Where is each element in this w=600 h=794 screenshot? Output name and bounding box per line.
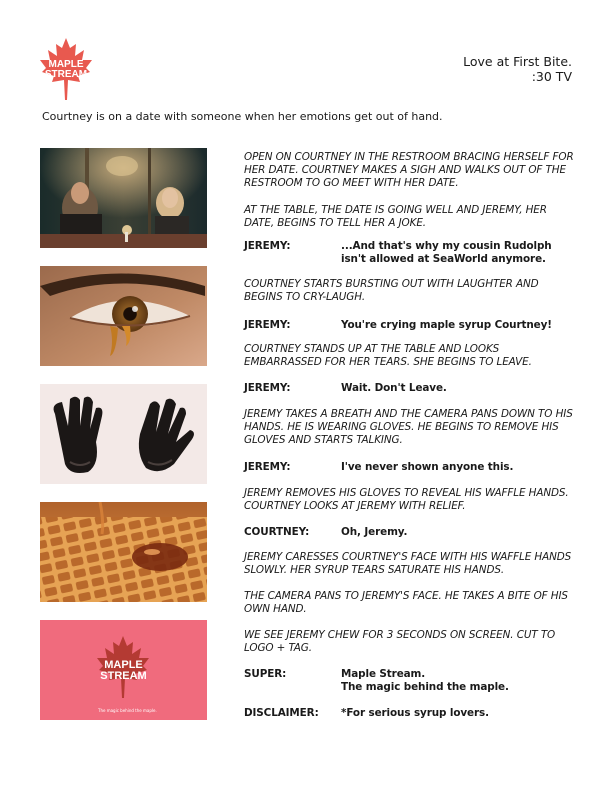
waffle-syrup-photo — [40, 502, 207, 602]
maple-leaf-icon — [36, 36, 96, 102]
speaker-name: JEREMY: — [244, 319, 291, 331]
maple-stream-logo — [36, 36, 96, 102]
action-line: COURTNEY STANDS UP AT THE TABLE AND LOOKS EMBARRASSED FOR HER TEARS. SHE BEGINS TO LEAVE. — [244, 343, 532, 368]
dialogue-block — [244, 526, 574, 539]
dialogue-block — [244, 319, 574, 332]
super-line-2: The magic behind the maple. — [341, 681, 509, 693]
action-line: JEREMY CARESSES COURTNEY'S FACE WITH HIS WAFFLE HANDS SLOWLY. HER SYRUP TEARS SATURATE HIS HANDS. — [244, 551, 572, 576]
action-line: JEREMY TAKES A BREATH AND THE CAMERA PANS DOWN TO HIS HANDS. HE IS WEARING GLOVES. HE BEGINS TO REMOVE HIS GLOVES AND STARTS TALKING. — [244, 408, 573, 446]
action-line: THE CAMERA PANS TO JEREMY'S FACE. HE TAKES A BITE OF HIS OWN HAND. — [244, 590, 568, 615]
action-line: OPEN ON COURTNEY IN THE RESTROOM BRACING HERSELF FOR HER DATE. COURTNEY MAKES A SIGH AND WALKS OUT OF THE RESTROOM TO GO MEET WITH HER DATE. — [244, 151, 574, 189]
dialogue-block — [244, 240, 574, 266]
logo-text-line2: STREAM — [44, 69, 88, 80]
action-line: COURTNEY STARTS BURSTING OUT WITH LAUGHTER AND BEGINS TO CRY-LAUGH. — [244, 278, 539, 303]
speaker-name: JEREMY: — [244, 461, 291, 473]
super-line-1: Maple Stream. — [341, 668, 426, 680]
speaker-name: JEREMY: — [244, 240, 291, 252]
synopsis: Courtney is on a date with someone when her emotions get out of hand. — [42, 110, 443, 123]
speaker-name: DISCLAIMER: — [244, 707, 319, 719]
script-block-12 — [244, 551, 574, 577]
script-block-2 — [244, 204, 574, 230]
dialogue-line: ...And that's why my cousin Rudolph isn't allowed at SeaWorld anymore. — [341, 240, 552, 265]
disclaimer-line: *For serious syrup lovers. — [341, 707, 489, 719]
script-block-10 — [244, 487, 574, 513]
logo-text-line1: MAPLE — [48, 59, 84, 70]
speaker-name: JEREMY: — [244, 382, 291, 394]
script-block-14 — [244, 629, 574, 655]
crying-eye-photo — [40, 266, 207, 366]
dialogue-line: Oh, Jeremy. — [341, 526, 408, 538]
action-line: WE SEE JEREMY CHEW FOR 3 SECONDS ON SCREEN. CUT TO LOGO + TAG. — [244, 629, 556, 654]
script-block-6 — [244, 343, 574, 369]
script-block-13 — [244, 590, 574, 616]
action-line: JEREMY REMOVES HIS GLOVES TO REVEAL HIS WAFFLE HANDS. COURTNEY LOOKS AT JEREMY WITH RELIEF. — [244, 487, 569, 512]
script-block-1 — [244, 151, 574, 190]
super-block — [244, 668, 574, 694]
end-card-tagline: The magic behind the maple. — [98, 708, 157, 713]
script-block-4 — [244, 278, 574, 304]
disclaimer-block — [244, 707, 574, 720]
dialogue-line: Wait. Don't Leave. — [341, 382, 447, 394]
dialogue-line: I've never shown anyone this. — [341, 461, 514, 473]
speaker-name: COURTNEY: — [244, 526, 310, 538]
script-block-8 — [244, 408, 574, 447]
dialogue-block — [244, 382, 574, 395]
spot-length: :30 TV — [531, 69, 572, 84]
dialogue-line: You're crying maple syrup Courtney! — [341, 319, 552, 331]
spot-title-block — [463, 54, 572, 84]
speaker-name: SUPER: — [244, 668, 287, 680]
restaurant-date-photo — [40, 148, 207, 248]
spot-title: Love at First Bite. — [463, 54, 572, 69]
dialogue-block — [244, 461, 574, 474]
end-card-logo-text: MAPLE STREAM — [100, 659, 147, 682]
leather-gloves-photo — [40, 384, 207, 484]
action-line: AT THE TABLE, THE DATE IS GOING WELL AND JEREMY, HER DATE, BEGINS TO TELL HER A JOKE. — [244, 204, 547, 229]
logo-end-card — [40, 620, 207, 720]
